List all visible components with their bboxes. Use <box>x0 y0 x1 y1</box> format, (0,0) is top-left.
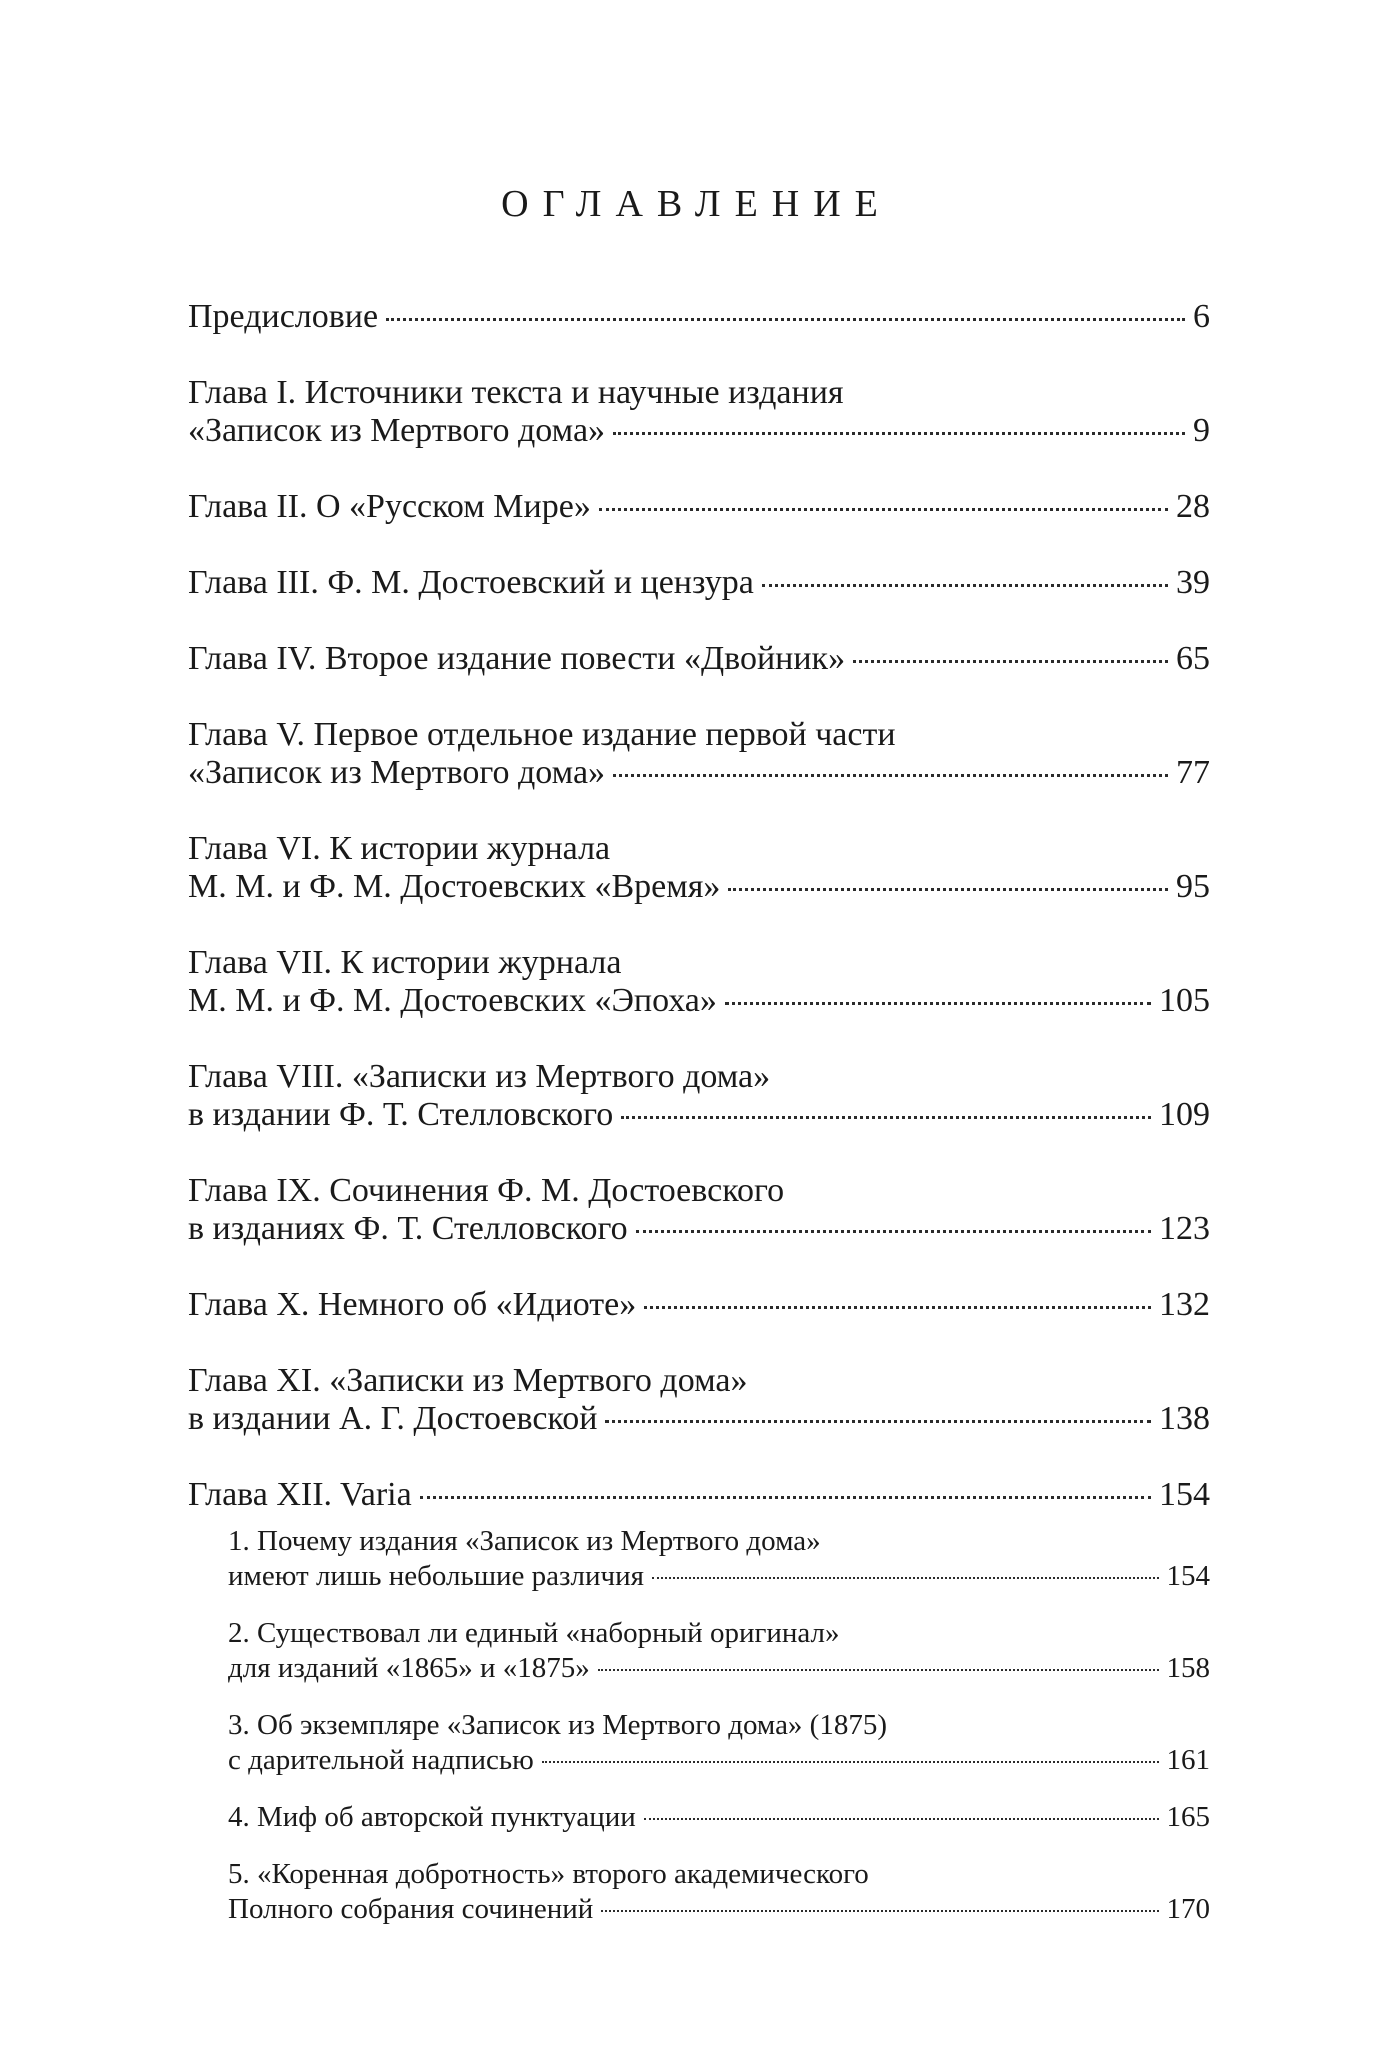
chapter-title: в издании А. Г. Достоевской <box>188 1400 598 1437</box>
toc-entry <box>188 1172 1210 1248</box>
toc-entry <box>188 1476 1210 1514</box>
dot-leader <box>605 1420 1151 1423</box>
dot-leader <box>599 508 1168 511</box>
toc-entry <box>188 830 1210 906</box>
page-number: 109 <box>1159 1096 1210 1133</box>
toc-line <box>188 982 1210 1020</box>
page-number: 158 <box>1166 1652 1210 1684</box>
toc-line <box>188 640 1210 678</box>
toc-line <box>188 868 1210 906</box>
toc-line <box>188 1210 1210 1248</box>
dot-leader <box>598 1669 1159 1671</box>
dot-leader <box>652 1577 1159 1579</box>
toc-line <box>228 1651 1210 1686</box>
dot-leader <box>386 318 1185 321</box>
toc-line <box>188 564 1210 602</box>
page-number: 132 <box>1159 1286 1210 1323</box>
dot-leader <box>601 1910 1158 1912</box>
dot-leader <box>636 1230 1151 1233</box>
dot-leader <box>420 1496 1151 1499</box>
page-number: 9 <box>1193 412 1210 449</box>
chapter-title: Глава VI. К истории журнала <box>188 830 611 867</box>
dot-leader <box>621 1116 1151 1119</box>
page-number: 165 <box>1166 1801 1210 1833</box>
toc-entry <box>188 640 1210 678</box>
toc-line <box>188 1286 1210 1324</box>
chapter-title: Глава IV. Второе издание повести «Двойник» <box>188 640 846 677</box>
page-number: 154 <box>1159 1476 1210 1513</box>
toc-line <box>188 1172 1210 1210</box>
toc-line <box>188 298 1210 336</box>
page-number: 123 <box>1159 1210 1210 1247</box>
subsection-title: для изданий «1865» и «1875» <box>228 1652 590 1684</box>
toc-line <box>228 1559 1210 1594</box>
chapter-title: Глава IX. Сочинения Ф. М. Достоевского <box>188 1172 785 1209</box>
toc-entry <box>188 564 1210 602</box>
page-number: 77 <box>1176 754 1210 791</box>
toc-subsection <box>228 1857 1210 1927</box>
subsection-title: 5. «Коренная добротность» второго академического <box>228 1858 869 1890</box>
dot-leader <box>853 660 1168 663</box>
dot-leader <box>728 888 1168 891</box>
chapter-title: М. М. и Ф. М. Достоевских «Время» <box>188 868 721 905</box>
toc-line <box>188 1362 1210 1400</box>
toc-subsection <box>228 1616 1210 1686</box>
toc-line <box>188 944 1210 982</box>
toc-line <box>188 754 1210 792</box>
toc-line <box>228 1616 1210 1651</box>
chapter-title: Глава VIII. «Записки из Мертвого дома» <box>188 1058 771 1095</box>
toc-entry <box>188 944 1210 1020</box>
toc-subsection <box>228 1800 1210 1835</box>
chapter-title: Глава XII. Varia <box>188 1476 412 1513</box>
toc-line <box>188 830 1210 868</box>
page-number: 65 <box>1176 640 1210 677</box>
chapter-title: М. М. и Ф. М. Достоевских «Эпоха» <box>188 982 717 1019</box>
subsection-title: 2. Существовал ли единый «наборный оригинал» <box>228 1617 840 1649</box>
subsection-title: Полного собрания сочинений <box>228 1893 594 1925</box>
toc-entry <box>188 1362 1210 1438</box>
chapter-title: Предисловие <box>188 298 379 335</box>
dot-leader <box>725 1002 1151 1005</box>
toc-line <box>228 1857 1210 1892</box>
chapter-title: Глава X. Немного об «Идиоте» <box>188 1286 637 1323</box>
dot-leader <box>644 1306 1151 1309</box>
subsection-title: с дарительной надписью <box>228 1744 534 1776</box>
dot-leader <box>613 432 1185 435</box>
toc-line <box>188 412 1210 450</box>
toc-line <box>188 488 1210 526</box>
subsection-title: 3. Об экземпляре «Записок из Мертвого дома» (1875) <box>228 1709 887 1741</box>
toc-entry <box>188 374 1210 450</box>
dot-leader <box>542 1761 1159 1763</box>
page-number: 105 <box>1159 982 1210 1019</box>
toc-chapters <box>188 298 1210 1514</box>
toc-subsection <box>228 1524 1210 1594</box>
chapter-title: Глава V. Первое отдельное издание первой части <box>188 716 896 753</box>
page-number: 39 <box>1176 564 1210 601</box>
page-number: 161 <box>1166 1744 1210 1776</box>
chapter-title: Глава I. Источники текста и научные издания <box>188 374 844 411</box>
chapter-title: Глава III. Ф. М. Достоевский и цензура <box>188 564 754 601</box>
toc-line <box>188 1096 1210 1134</box>
subsection-title: 1. Почему издания «Записок из Мертвого дома» <box>228 1525 821 1557</box>
toc-line <box>188 1476 1210 1514</box>
dot-leader <box>762 584 1168 587</box>
toc-entry <box>188 1058 1210 1134</box>
subsection-title: имеют лишь небольшие различия <box>228 1560 644 1592</box>
toc-entry <box>188 716 1210 792</box>
chapter-title: в изданиях Ф. Т. Стелловского <box>188 1210 628 1247</box>
page-number: 138 <box>1159 1400 1210 1437</box>
dot-leader <box>613 774 1168 777</box>
dot-leader <box>644 1818 1159 1820</box>
toc-entry <box>188 298 1210 336</box>
toc-line <box>228 1800 1210 1835</box>
toc-entry <box>188 1286 1210 1324</box>
subsection-title: 4. Миф об авторской пунктуации <box>228 1801 636 1833</box>
page-number: 154 <box>1166 1560 1210 1592</box>
page-number: 6 <box>1193 298 1210 335</box>
page-number: 28 <box>1176 488 1210 525</box>
page-number: 95 <box>1176 868 1210 905</box>
table-of-contents <box>188 298 1210 1949</box>
chapter-title: Глава XI. «Записки из Мертвого дома» <box>188 1362 748 1399</box>
toc-line <box>188 716 1210 754</box>
chapter-title: в издании Ф. Т. Стелловского <box>188 1096 614 1133</box>
toc-line <box>188 1400 1210 1438</box>
chapter-title: Глава VII. К истории журнала <box>188 944 622 981</box>
toc-line <box>188 1058 1210 1096</box>
toc-line <box>228 1524 1210 1559</box>
toc-line <box>188 374 1210 412</box>
page-number: 170 <box>1166 1893 1210 1925</box>
toc-line <box>228 1892 1210 1927</box>
chapter-title: «Записок из Мертвого дома» <box>188 412 606 449</box>
toc-line <box>228 1708 1210 1743</box>
toc-entry <box>188 488 1210 526</box>
chapter-title: Глава II. О «Русском Мире» <box>188 488 591 525</box>
toc-subsections <box>228 1524 1210 1927</box>
chapter-title: «Записок из Мертвого дома» <box>188 754 606 791</box>
page-title: ОГЛАВЛЕНИЕ <box>501 183 892 225</box>
toc-line <box>228 1743 1210 1778</box>
toc-subsection <box>228 1708 1210 1778</box>
